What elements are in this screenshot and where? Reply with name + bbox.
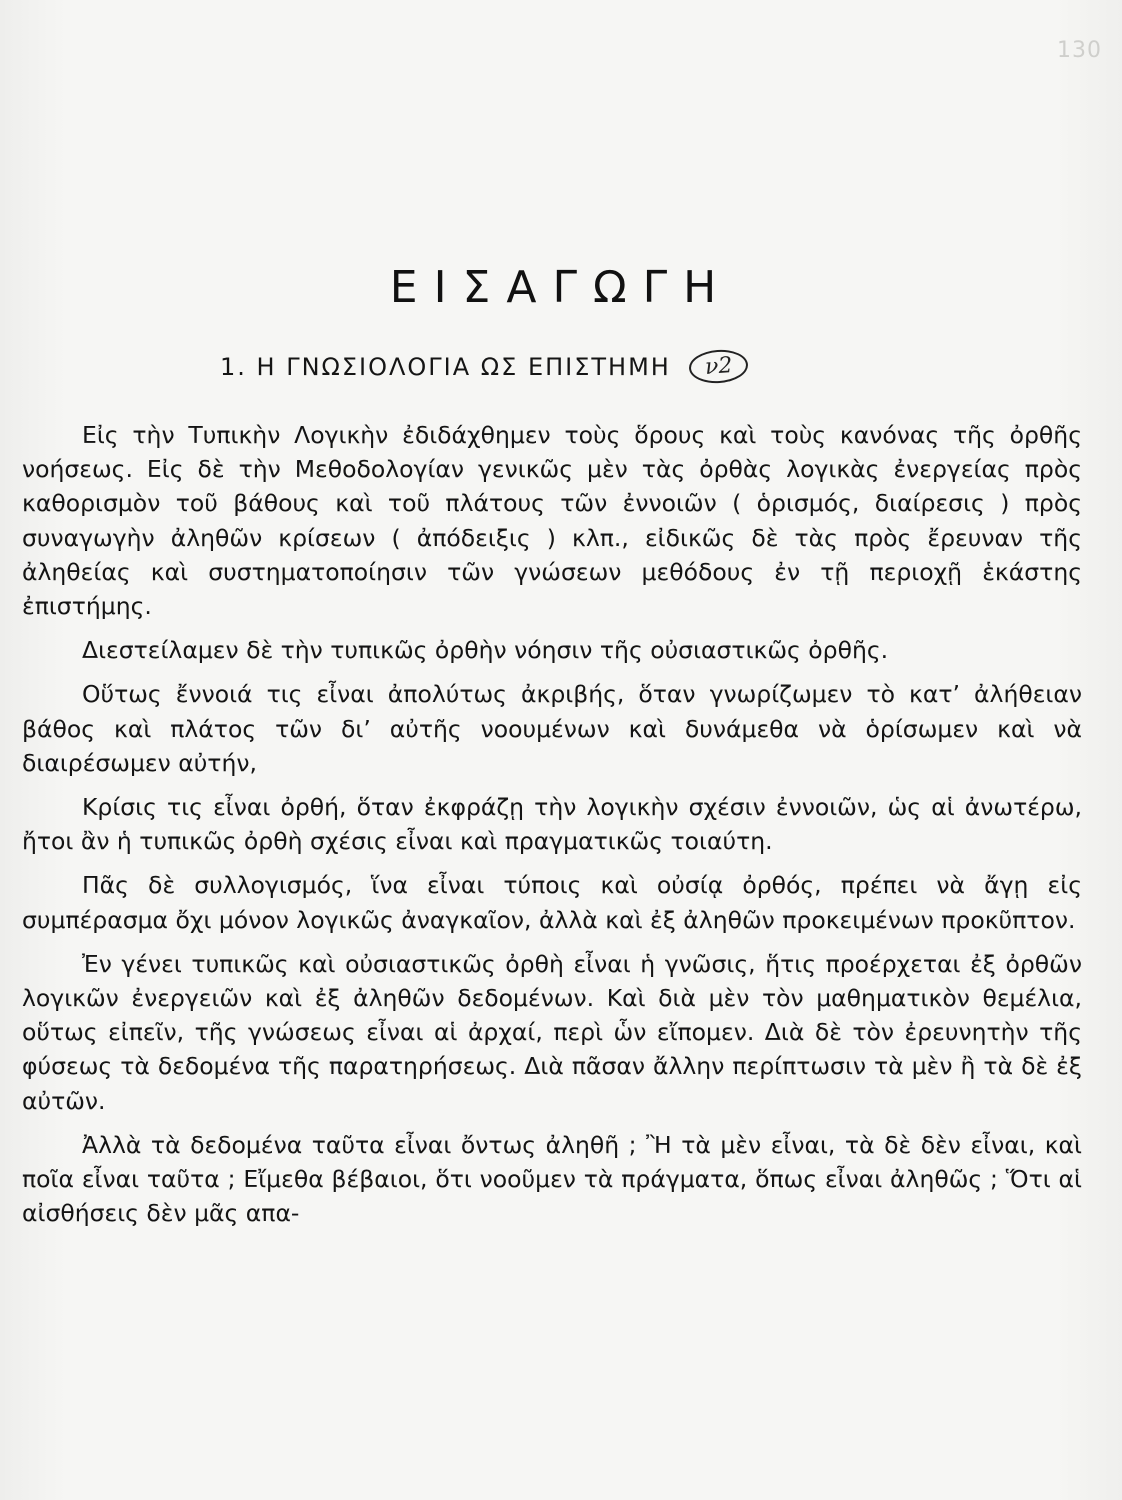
paragraph: Ἐν γένει τυπικῶς καὶ οὐσιαστικῶς ὀρθὴ εἶναι ἡ γνῶσις, ἥτις προέρχεται ἐξ ὀρθῶν λογικῶν ἐνεργειῶν καὶ ἐξ ἀληθῶν δεδομένων. Καὶ διὰ μὲν τὸν μαθηματικὸν θεμέλια, οὕτως εἰπεῖν, τῆς γνώσεως εἶναι αἱ ἀρχαί, περὶ ὧν εἴπομεν. Διὰ δὲ τὸν ἐρευνητὴν τῆς φύσεως τὰ δεδομένα τῆς παρατηρήσεως. Διὰ πᾶσαν ἄλλην περίπτωσιν τὰ μὲν ἢ τὰ δὲ ἐξ αὐτῶν. bbox=[22, 949, 1082, 1115]
paragraph: Διεστείλαμεν δὲ τὴν τυπικῶς ὀρθὴν νόησιν τῆς οὐσιαστικῶς ὀρθῆς. bbox=[82, 636, 889, 665]
handwritten-annotation: ν2 bbox=[688, 348, 750, 385]
paragraph: Ἀλλὰ τὰ δεδομένα ταῦτα εἶναι ὄντως ἀληθῆ ; Ἢ τὰ μὲν εἶναι, τὰ δὲ δὲν εἶναι, καὶ ποῖα εἶναι ταῦτα ; Εἴμεθα βέβαιοι, ὅτι νοοῦμεν τὰ πράγματα, ὅπως εἶναι ἀληθῶς ; Ὅτι αἱ αἰσθήσεις δὲν μᾶς απα- bbox=[22, 1130, 1082, 1228]
chapter-title: ΕΙΣΑΓΩΓΗ bbox=[389, 262, 733, 313]
bleed-through-page-number: 130 bbox=[1057, 38, 1102, 63]
paragraph: Πᾶς δὲ συλλογισμός, ἵνα εἶναι τύποις καὶ οὐσίᾳ ὀρθός, πρέπει νὰ ἄγῃ εἰς συμπέρασμα ὄχι μόνον λογικῶς ἀναγκαῖον, ἀλλὰ καὶ ἐξ ἀληθῶν προκειμένων προκῦπτον. bbox=[22, 871, 1082, 934]
paragraph: Κρίσις τις εἶναι ὀρθή, ὅταν ἐκφράζῃ τὴν λογικὴν σχέσιν ἐννοιῶν, ὡς αἱ ἀνωτέρω, ἤτοι ἂν ἡ τυπικῶς ὀρθὴ σχέσις εἶναι καὶ πραγματικῶς τοιαύτη. bbox=[22, 793, 1082, 856]
paragraph: Οὕτως ἔννοιά τις εἶναι ἀπολύτως ἀκριβής, ὅταν γνωρίζωμεν τὸ κατ’ ἀλήθειαν βάθος καὶ πλάτος τῶν δι’ αὐτῆς νοουμένων καὶ δυνάμεθα νὰ ὁρίσωμεν καὶ νὰ διαιρέσωμεν αὐτήν, bbox=[22, 680, 1082, 777]
body-text bbox=[22, 418, 1082, 1240]
section-heading-row bbox=[220, 350, 748, 383]
paragraph: Εἰς τὴν Τυπικὴν Λογικὴν ἐδιδάχθημεν τοὺς ὅρους καὶ τοὺς κανόνας τῆς ὀρθῆς νοήσεως. Εἰς δὲ τὴν Μεθοδολογίαν γενικῶς μὲν τὰς ὀρθὰς λογικὰς ἐνεργείας πρὸς καθορισμὸν τοῦ βάθους καὶ τοῦ πλάτους τῶν ἐννοιῶν ( ὁρισμός, διαίρεσις ) πρὸς συναγωγὴν ἀληθῶν κρίσεων ( ἀπόδειξις ) κλπ., εἰδικῶς δὲ τὰς πρὸς ἔρευναν τῆς ἀληθείας καὶ συστηματοποίησιν τῶν γνώσεων μεθόδους ἐν τῇ περιοχῇ ἑκάστης ἐπιστήμης. bbox=[22, 421, 1082, 621]
section-heading: 1. Η ΓΝΩΣΙΟΛΟΓΙΑ ΩΣ ΕΠΙΣΤΗΜΗ bbox=[220, 352, 671, 381]
